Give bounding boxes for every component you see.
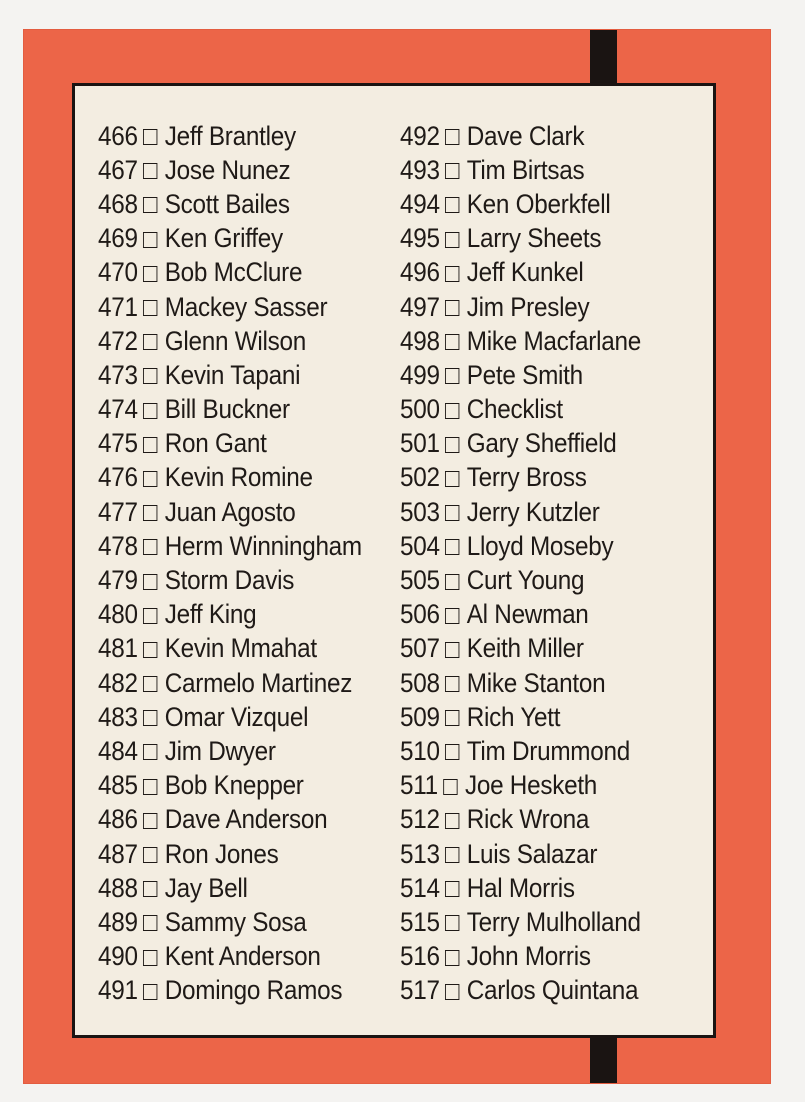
checklist-row bbox=[400, 563, 641, 597]
checkbox[interactable] bbox=[445, 676, 459, 692]
player-name: Terry Bross bbox=[466, 462, 587, 493]
checklist-row bbox=[98, 119, 362, 153]
checkbox[interactable] bbox=[445, 539, 459, 555]
player-name: Pete Smith bbox=[466, 359, 583, 390]
card-number: 481 bbox=[98, 633, 138, 664]
player-name: Hal Morris bbox=[466, 872, 575, 903]
checkbox[interactable] bbox=[445, 950, 459, 966]
checkbox[interactable] bbox=[445, 334, 459, 350]
checklist-row bbox=[98, 837, 362, 871]
checklist-row bbox=[400, 324, 641, 358]
checkbox[interactable] bbox=[445, 163, 459, 179]
card-number: 517 bbox=[400, 975, 440, 1006]
checklist-row bbox=[98, 290, 362, 324]
checklist-row bbox=[98, 803, 362, 837]
checklist-row bbox=[400, 461, 641, 495]
checkbox[interactable] bbox=[143, 642, 157, 658]
checkbox[interactable] bbox=[143, 437, 157, 453]
checklist-row bbox=[98, 222, 362, 256]
player-name: Curt Young bbox=[466, 565, 585, 596]
checkbox[interactable] bbox=[143, 676, 157, 692]
card-number: 496 bbox=[400, 257, 440, 288]
card-number: 474 bbox=[98, 394, 138, 425]
checklist-row bbox=[98, 700, 362, 734]
checklist-row bbox=[98, 427, 362, 461]
player-name: Jim Dwyer bbox=[164, 735, 276, 766]
checkbox[interactable] bbox=[445, 984, 459, 1000]
player-name: Joe Hesketh bbox=[464, 770, 598, 801]
player-name: Kevin Tapani bbox=[164, 359, 301, 390]
player-name: Herm Winningham bbox=[164, 530, 362, 561]
card-number: 475 bbox=[98, 428, 138, 459]
checkbox[interactable] bbox=[445, 505, 459, 521]
checklist-row bbox=[400, 187, 641, 221]
card-number: 500 bbox=[400, 394, 440, 425]
card-number: 476 bbox=[98, 462, 138, 493]
card-number: 516 bbox=[400, 941, 440, 972]
checklist-row bbox=[98, 495, 362, 529]
player-name: Carlos Quintana bbox=[466, 975, 639, 1006]
checkbox[interactable] bbox=[143, 334, 157, 350]
card-number: 499 bbox=[400, 359, 440, 390]
player-name: Rick Wrona bbox=[466, 804, 590, 835]
checklist-row bbox=[400, 529, 641, 563]
card-number: 491 bbox=[98, 975, 138, 1006]
checkbox[interactable] bbox=[143, 608, 157, 624]
checkbox[interactable] bbox=[445, 300, 459, 316]
card-number: 503 bbox=[400, 496, 440, 527]
player-name: Bill Buckner bbox=[164, 394, 290, 425]
card-number: 487 bbox=[98, 838, 138, 869]
card-number: 508 bbox=[400, 667, 440, 698]
checkbox[interactable] bbox=[143, 300, 157, 316]
player-name: Tim Drummond bbox=[466, 735, 631, 766]
checklist-row bbox=[400, 222, 641, 256]
card-number: 502 bbox=[400, 462, 440, 493]
player-name: Keith Miller bbox=[466, 633, 584, 664]
checkbox[interactable] bbox=[445, 608, 459, 624]
player-name: Kevin Mmahat bbox=[164, 633, 317, 664]
checkbox[interactable] bbox=[445, 744, 459, 760]
player-name: Juan Agosto bbox=[164, 496, 296, 527]
card-number: 471 bbox=[98, 291, 138, 322]
player-name: Luis Salazar bbox=[466, 838, 598, 869]
player-name: Mike Macfarlane bbox=[466, 325, 641, 356]
player-name: Scott Bailes bbox=[164, 188, 290, 219]
checklist-row bbox=[400, 905, 641, 939]
checkbox[interactable] bbox=[445, 915, 459, 931]
checkbox[interactable] bbox=[445, 642, 459, 658]
checkbox[interactable] bbox=[445, 368, 459, 384]
checklist-left-column bbox=[98, 119, 391, 1008]
checklist-row bbox=[400, 256, 641, 290]
player-name: Larry Sheets bbox=[466, 223, 602, 254]
card-number: 510 bbox=[400, 735, 440, 766]
checklist-row bbox=[98, 769, 362, 803]
checkbox[interactable] bbox=[445, 813, 459, 829]
checklist-row bbox=[98, 324, 362, 358]
player-name: Bob McClure bbox=[164, 257, 303, 288]
checkbox[interactable] bbox=[143, 847, 157, 863]
player-name: Mackey Sasser bbox=[164, 291, 328, 322]
card-number: 509 bbox=[400, 701, 440, 732]
player-name: Jim Presley bbox=[466, 291, 590, 322]
player-name: Dave Clark bbox=[466, 120, 585, 151]
card-number: 468 bbox=[98, 188, 138, 219]
checkbox[interactable] bbox=[143, 881, 157, 897]
checklist-row bbox=[98, 153, 362, 187]
card-number: 485 bbox=[98, 770, 138, 801]
card-number: 513 bbox=[400, 838, 440, 869]
checklist-row bbox=[400, 427, 641, 461]
card-number: 493 bbox=[400, 154, 440, 185]
checkbox[interactable] bbox=[143, 266, 157, 282]
card-number: 483 bbox=[98, 701, 138, 732]
card-number: 469 bbox=[98, 223, 138, 254]
player-name: Jerry Kutzler bbox=[466, 496, 600, 527]
card-number: 504 bbox=[400, 530, 440, 561]
checkbox[interactable] bbox=[445, 197, 459, 213]
checklist-row bbox=[98, 461, 362, 495]
card-number: 512 bbox=[400, 804, 440, 835]
checklist-row bbox=[400, 871, 641, 905]
checklist-row bbox=[98, 529, 362, 563]
checkbox[interactable] bbox=[445, 129, 459, 145]
player-name: Ron Gant bbox=[164, 428, 267, 459]
card-number: 466 bbox=[98, 120, 138, 151]
checklist-row bbox=[400, 940, 641, 974]
player-name: Kent Anderson bbox=[164, 941, 321, 972]
card-number: 479 bbox=[98, 565, 138, 596]
checklist-row bbox=[400, 666, 641, 700]
card-number: 478 bbox=[98, 530, 138, 561]
player-name: Terry Mulholland bbox=[466, 906, 641, 937]
card-number: 473 bbox=[98, 359, 138, 390]
checklist-row bbox=[98, 871, 362, 905]
card-number: 515 bbox=[400, 906, 440, 937]
player-name: Tim Birtsas bbox=[466, 154, 585, 185]
player-name: Omar Vizquel bbox=[164, 701, 309, 732]
player-name: Jose Nunez bbox=[164, 154, 291, 185]
checklist-row bbox=[98, 974, 362, 1008]
checklist-row bbox=[98, 563, 362, 597]
checkbox[interactable] bbox=[143, 505, 157, 521]
checklist-row bbox=[98, 393, 362, 427]
card-number: 514 bbox=[400, 872, 440, 903]
checkbox[interactable] bbox=[445, 437, 459, 453]
checklist-row bbox=[400, 974, 641, 1008]
card-number: 501 bbox=[400, 428, 440, 459]
card-number: 497 bbox=[400, 291, 440, 322]
checkbox[interactable] bbox=[443, 779, 457, 795]
player-name: Jay Bell bbox=[164, 872, 248, 903]
card-number: 489 bbox=[98, 906, 138, 937]
checkbox[interactable] bbox=[445, 710, 459, 726]
checklist-panel bbox=[72, 83, 716, 1038]
card-number: 467 bbox=[98, 154, 138, 185]
player-name: Mike Stanton bbox=[466, 667, 606, 698]
card-number: 470 bbox=[98, 257, 138, 288]
checklist-row bbox=[400, 734, 641, 768]
player-name: John Morris bbox=[466, 941, 591, 972]
checklist-row bbox=[400, 803, 641, 837]
checklist-row bbox=[400, 290, 641, 324]
checklist-row bbox=[98, 358, 362, 392]
checklist-row bbox=[98, 632, 362, 666]
checklist-row bbox=[98, 187, 362, 221]
card-stripe-top bbox=[590, 30, 617, 84]
checkbox[interactable] bbox=[143, 232, 157, 248]
checklist-row bbox=[400, 119, 641, 153]
player-name: Jeff Kunkel bbox=[466, 257, 584, 288]
player-name: Kevin Romine bbox=[164, 462, 313, 493]
checkbox[interactable] bbox=[445, 266, 459, 282]
checkbox[interactable] bbox=[143, 813, 157, 829]
checklist-row bbox=[98, 940, 362, 974]
checkbox[interactable] bbox=[143, 984, 157, 1000]
checkbox[interactable] bbox=[143, 950, 157, 966]
checkbox[interactable] bbox=[445, 574, 459, 590]
checkbox[interactable] bbox=[143, 163, 157, 179]
checklist-row bbox=[98, 256, 362, 290]
checkbox[interactable] bbox=[143, 471, 157, 487]
player-name: Rich Yett bbox=[466, 701, 561, 732]
checkbox[interactable] bbox=[143, 779, 157, 795]
card-number: 490 bbox=[98, 941, 138, 972]
checklist-row bbox=[400, 700, 641, 734]
checklist-row bbox=[400, 393, 641, 427]
player-name: Sammy Sosa bbox=[164, 906, 307, 937]
checkbox[interactable] bbox=[143, 368, 157, 384]
card-number: 506 bbox=[400, 599, 440, 630]
player-name: Checklist bbox=[466, 394, 563, 425]
checkbox[interactable] bbox=[445, 847, 459, 863]
checkbox[interactable] bbox=[143, 710, 157, 726]
checklist-row bbox=[400, 358, 641, 392]
checklist-row bbox=[98, 666, 362, 700]
checkbox[interactable] bbox=[445, 881, 459, 897]
checkbox[interactable] bbox=[143, 915, 157, 931]
checklist-row bbox=[400, 632, 641, 666]
checklist-row bbox=[400, 495, 641, 529]
checkbox[interactable] bbox=[143, 574, 157, 590]
card-number: 505 bbox=[400, 565, 440, 596]
player-name: Bob Knepper bbox=[164, 770, 304, 801]
checkbox[interactable] bbox=[143, 403, 157, 419]
checklist-row bbox=[400, 769, 641, 803]
player-name: Domingo Ramos bbox=[164, 975, 343, 1006]
player-name: Carmelo Martinez bbox=[164, 667, 353, 698]
card-number: 495 bbox=[400, 223, 440, 254]
card-number: 494 bbox=[400, 188, 440, 219]
player-name: Gary Sheffield bbox=[466, 428, 617, 459]
player-name: Lloyd Moseby bbox=[466, 530, 614, 561]
checklist-card bbox=[24, 30, 770, 1083]
player-name: Ken Oberkfell bbox=[466, 188, 611, 219]
checkbox[interactable] bbox=[445, 232, 459, 248]
card-number: 492 bbox=[400, 120, 440, 151]
player-name: Dave Anderson bbox=[164, 804, 328, 835]
checklist-right-column bbox=[400, 119, 668, 1008]
checklist-row bbox=[98, 598, 362, 632]
checklist-row bbox=[98, 905, 362, 939]
checkbox[interactable] bbox=[445, 471, 459, 487]
player-name: Storm Davis bbox=[164, 565, 295, 596]
card-stripe-bottom bbox=[590, 1037, 617, 1083]
card-number: 482 bbox=[98, 667, 138, 698]
checklist-row bbox=[400, 598, 641, 632]
card-number: 498 bbox=[400, 325, 440, 356]
card-number: 480 bbox=[98, 599, 138, 630]
card-number: 488 bbox=[98, 872, 138, 903]
card-number: 486 bbox=[98, 804, 138, 835]
card-number: 472 bbox=[98, 325, 138, 356]
checkbox[interactable] bbox=[143, 129, 157, 145]
card-number: 484 bbox=[98, 735, 138, 766]
player-name: Ken Griffey bbox=[164, 223, 283, 254]
checklist-row bbox=[98, 734, 362, 768]
checklist-row bbox=[400, 837, 641, 871]
card-number: 477 bbox=[98, 496, 138, 527]
player-name: Ron Jones bbox=[164, 838, 279, 869]
checkbox[interactable] bbox=[143, 539, 157, 555]
player-name: Jeff King bbox=[164, 599, 257, 630]
card-number: 507 bbox=[400, 633, 440, 664]
checkbox[interactable] bbox=[143, 744, 157, 760]
player-name: Glenn Wilson bbox=[164, 325, 307, 356]
player-name: Al Newman bbox=[466, 599, 589, 630]
checkbox[interactable] bbox=[143, 197, 157, 213]
checkbox[interactable] bbox=[445, 403, 459, 419]
card-number: 511 bbox=[400, 770, 438, 801]
player-name: Jeff Brantley bbox=[164, 120, 296, 151]
checklist-row bbox=[400, 153, 641, 187]
